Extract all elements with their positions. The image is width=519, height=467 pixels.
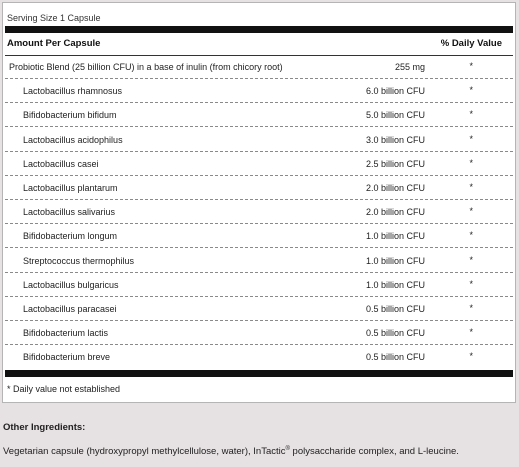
ingredient-amount: 255 mg [394,62,425,72]
ingredient-amount: 1.0 billion CFU [365,279,425,290]
ingredient-name: Bifidobacterium longum [23,231,118,242]
ingredient-daily-value: * [469,182,473,192]
ingredient-daily-value: * [469,303,473,313]
ingredient-amount: 6.0 billion CFU [365,86,425,97]
ingredient-amount: 3.0 billion CFU [365,134,425,145]
other-ingredients-text-before: Vegetarian capsule (hydroxypropyl methylcellulose, water), InTactic [3,446,286,458]
ingredient-name: Bifidobacterium bifidum [23,110,117,121]
supplement-facts-panel [2,2,516,403]
ingredient-daily-value: * [469,157,473,168]
other-ingredients-text [3,446,459,457]
table-row [5,297,513,321]
ingredient-name: Lactobacillus salivarius [23,207,116,218]
ingredient-amount: 0.5 billion CFU [365,304,425,314]
ingredient-daily-value: * [469,327,473,338]
table-row [5,273,513,297]
table-row [5,55,513,79]
ingredient-amount: 0.5 billion CFU [365,352,425,363]
ingredient-name: Probiotic Blend (25 billion CFU) in a base of inulin (from chicory root) [9,62,283,72]
ingredient-daily-value: * [469,254,473,265]
amount-per-capsule-header: Amount Per Capsule [7,38,101,49]
ingredient-name: Streptococcus thermophilus [23,255,135,266]
ingredient-name: Lactobacillus bulgaricus [23,279,119,290]
ingredient-amount: 2.5 billion CFU [365,158,425,169]
ingredient-amount: 2.0 billion CFU [365,183,425,193]
ingredient-daily-value: * [469,206,473,217]
table-row [5,345,513,369]
registered-mark: ® [285,446,290,452]
ingredient-amount: 2.0 billion CFU [365,207,425,218]
ingredient-amount: 1.0 billion CFU [365,255,425,266]
ingredient-name: Lactobacillus casei [23,158,99,169]
ingredient-daily-value: * [469,133,473,144]
serving-size: Serving Size 1 Capsule [7,13,101,23]
table-row [5,152,513,176]
table-row [5,103,513,127]
table-row [5,128,513,152]
ingredient-amount: 0.5 billion CFU [365,328,425,339]
ingredient-name: Lactobacillus acidophilus [23,134,123,145]
ingredient-daily-value: * [469,278,473,289]
ingredient-name: Lactobacillus paracasei [23,304,117,314]
thick-divider-bottom [5,370,513,377]
other-ingredients-title: Other Ingredients: [3,422,86,433]
daily-value-footnote: * Daily value not established [7,384,121,394]
ingredient-daily-value: * [469,351,473,362]
ingredient-name: Lactobacillus plantarum [23,183,118,193]
table-row [5,224,513,248]
ingredient-daily-value: * [469,85,473,96]
thick-divider-top [5,26,513,33]
table-row [5,200,513,224]
ingredient-amount: 1.0 billion CFU [365,231,425,242]
ingredient-name: Bifidobacterium lactis [23,328,109,339]
ingredient-daily-value: * [469,230,473,241]
ingredient-daily-value: * [469,61,473,71]
table-row [5,249,513,273]
table-row [5,79,513,103]
daily-value-header: % Daily Value [440,38,502,49]
ingredient-daily-value: * [469,109,473,120]
ingredient-name: Bifidobacterium breve [23,352,111,363]
ingredient-amount: 5.0 billion CFU [365,110,425,121]
table-row [5,321,513,345]
ingredient-name: Lactobacillus rhamnosus [23,86,123,97]
other-ingredients-text-after: polysaccharide complex, and L-leucine. [289,446,459,458]
table-row [5,176,513,200]
